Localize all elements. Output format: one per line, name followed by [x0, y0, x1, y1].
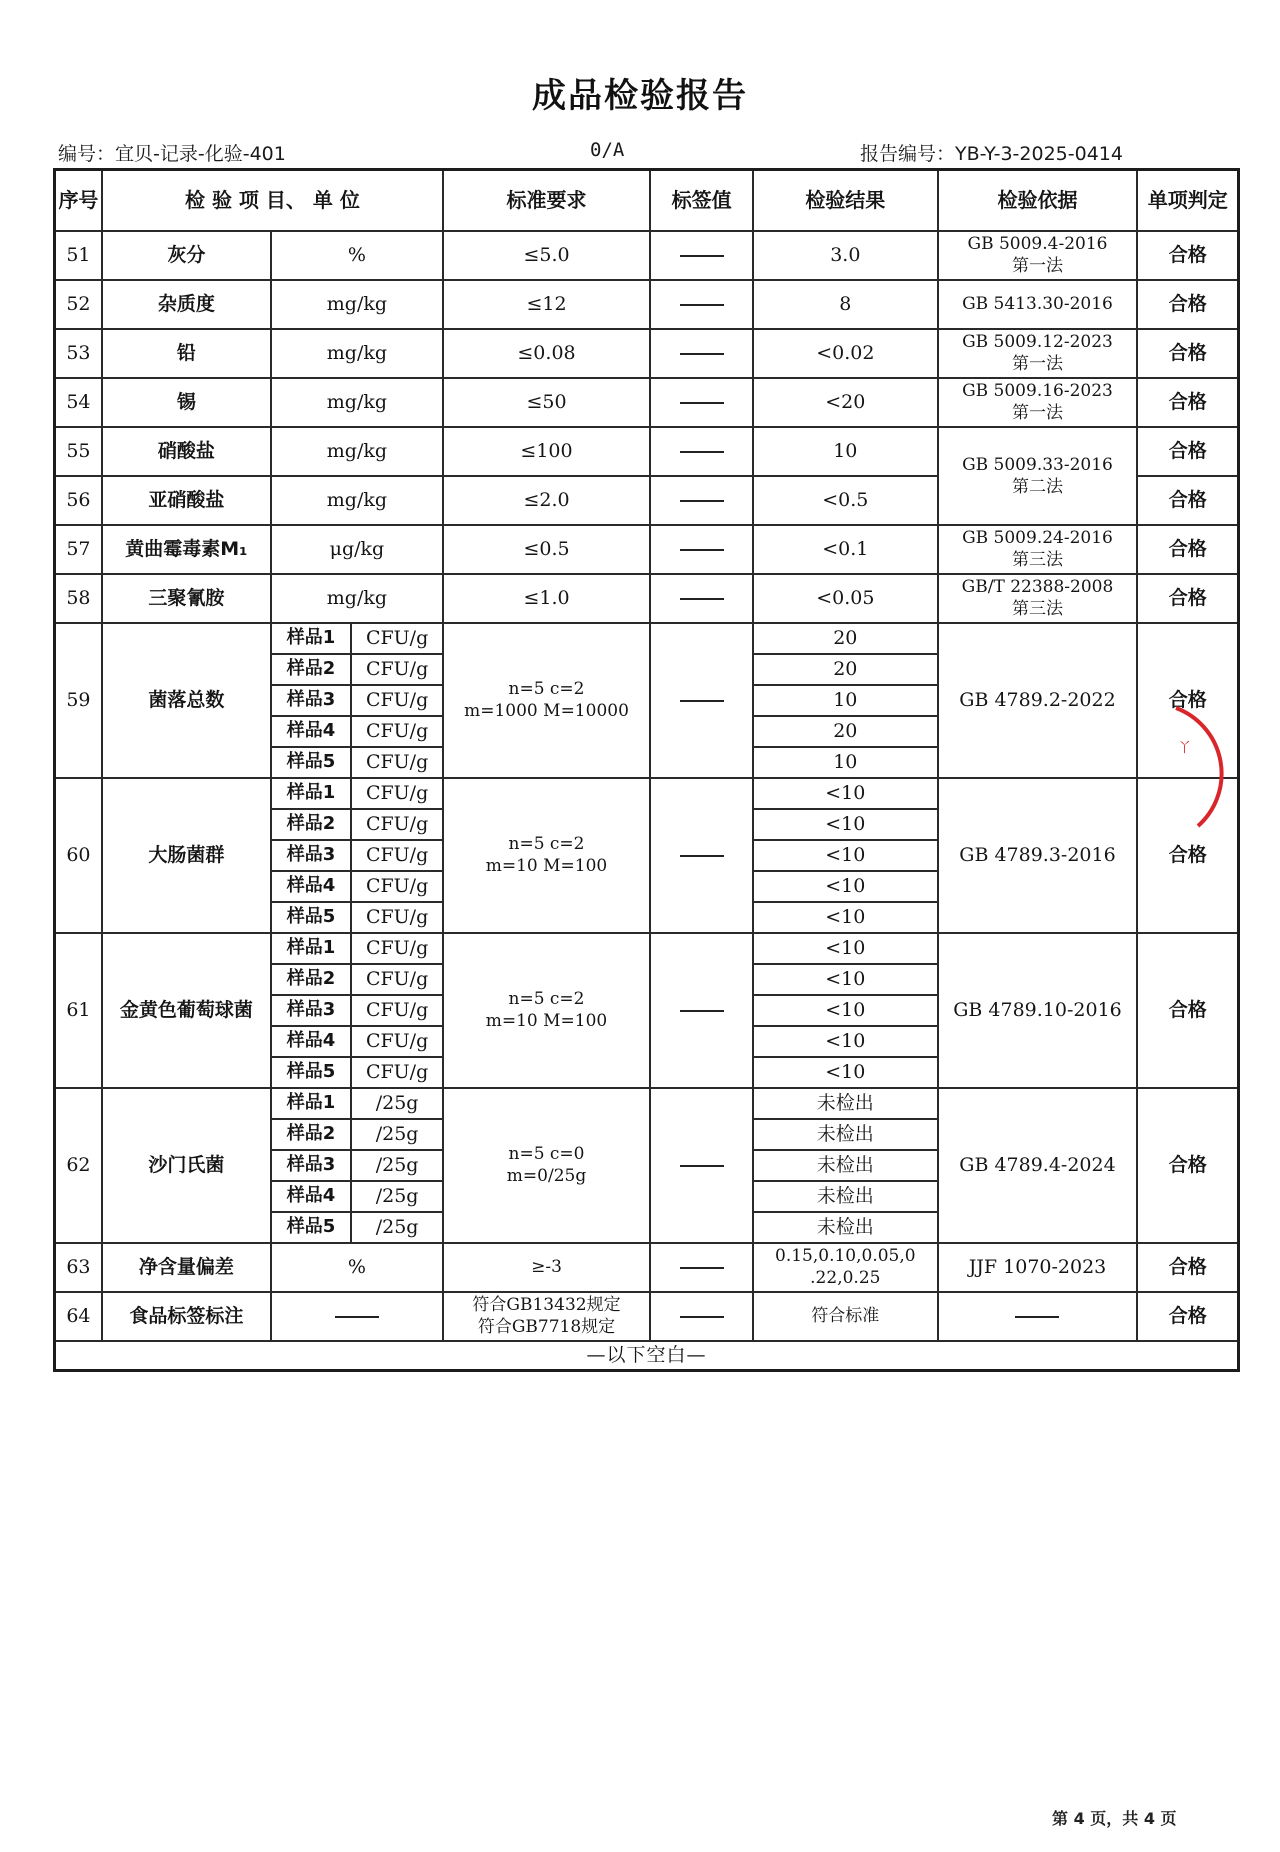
label-value-cell — [650, 525, 753, 574]
sample-label-cell: 样品2 — [271, 964, 351, 995]
seq-cell: 60 — [55, 778, 102, 933]
label-value-cell — [650, 476, 753, 525]
sample-result-cell: <10 — [753, 840, 937, 871]
page-title: 成品检验报告 — [532, 76, 748, 116]
inspection-table — [53, 168, 1240, 1372]
seq-cell: 51 — [55, 231, 102, 280]
sample-unit-cell: CFU/g — [351, 840, 443, 871]
table-body — [55, 170, 1239, 1371]
judgement-cell: 合格 — [1137, 476, 1238, 525]
sample-result-cell: <10 — [753, 995, 937, 1026]
seq-cell: 53 — [55, 329, 102, 378]
sample-unit-cell: /25g — [351, 1150, 443, 1181]
header-basis: 检验依据 — [938, 170, 1138, 231]
table-row — [55, 427, 1239, 476]
dash-placeholder — [335, 1316, 379, 1318]
standard-cell: ≤0.08 — [443, 329, 650, 378]
sample-result-cell: <10 — [753, 902, 937, 933]
basis-cell: JJF 1070-2023 — [938, 1243, 1138, 1292]
seq-cell: 55 — [55, 427, 102, 476]
sample-unit-cell: /25g — [351, 1119, 443, 1150]
sample-row — [55, 933, 1239, 964]
sample-row — [55, 778, 1239, 809]
dash-placeholder — [680, 451, 724, 453]
item-name-cell: 锡 — [102, 378, 271, 427]
sample-label-cell: 样品1 — [271, 778, 351, 809]
header-item-unit: 检 验 项 目、 单 位 — [102, 170, 443, 231]
result-cell: <20 — [753, 378, 937, 427]
standard-cell: n=5 c=2 m=1000 M=10000 — [443, 623, 650, 778]
label-value-cell — [650, 231, 753, 280]
item-name-cell: 金黄色葡萄球菌 — [102, 933, 271, 1088]
blank-below-note: —以下空白— — [55, 1341, 1239, 1371]
basis-cell: GB/T 22388-2008 第三法 — [938, 574, 1138, 623]
sample-result-cell: 10 — [753, 747, 937, 778]
seq-cell: 61 — [55, 933, 102, 1088]
header-seq: 序号 — [55, 170, 102, 231]
seq-cell: 57 — [55, 525, 102, 574]
table-row — [55, 280, 1239, 329]
standard-cell: ≤50 — [443, 378, 650, 427]
header-standard: 标准要求 — [443, 170, 650, 231]
result-cell: 3.0 — [753, 231, 937, 280]
sample-result-cell: 未检出 — [753, 1150, 937, 1181]
label-value-cell — [650, 574, 753, 623]
unit-cell: mg/kg — [271, 329, 443, 378]
basis-cell — [938, 1292, 1138, 1341]
judgement-cell: 合格 — [1137, 231, 1238, 280]
seal-stamp-mark — [1168, 700, 1258, 835]
sample-result-cell: <10 — [753, 809, 937, 840]
result-cell: <0.05 — [753, 574, 937, 623]
sample-row — [55, 623, 1239, 654]
page-number: 第 4 页，共 4 页 — [1052, 1809, 1177, 1828]
sample-label-cell: 样品1 — [271, 623, 351, 654]
item-name-cell: 大肠菌群 — [102, 778, 271, 933]
header-label-value: 标签值 — [650, 170, 753, 231]
dash-placeholder — [680, 402, 724, 404]
record-number: 编号：宜贝-记录-化验-401 — [58, 143, 286, 165]
label-value-cell — [650, 1243, 753, 1292]
table-row — [55, 574, 1239, 623]
item-name-cell: 食品标签标注 — [102, 1292, 271, 1341]
standard-cell: ≤0.5 — [443, 525, 650, 574]
standard-cell: n=5 c=2 m=10 M=100 — [443, 778, 650, 933]
item-name-cell: 黄曲霉毒素M₁ — [102, 525, 271, 574]
sample-label-cell: 样品5 — [271, 1212, 351, 1243]
standard-cell: ≤2.0 — [443, 476, 650, 525]
judgement-cell: 合格 — [1137, 427, 1238, 476]
sample-unit-cell: CFU/g — [351, 902, 443, 933]
sample-unit-cell: /25g — [351, 1212, 443, 1243]
result-cell: <0.02 — [753, 329, 937, 378]
standard-cell: n=5 c=2 m=10 M=100 — [443, 933, 650, 1088]
sample-result-cell: <10 — [753, 1026, 937, 1057]
sample-result-cell: <10 — [753, 1057, 937, 1088]
sample-result-cell: 未检出 — [753, 1088, 937, 1119]
judgement-cell: 合格 — [1137, 280, 1238, 329]
sample-label-cell: 样品2 — [271, 1119, 351, 1150]
basis-cell: GB 5009.4-2016 第一法 — [938, 231, 1138, 280]
standard-cell: ≤100 — [443, 427, 650, 476]
unit-cell: μg/kg — [271, 525, 443, 574]
seq-cell: 62 — [55, 1088, 102, 1243]
result-cell: 10 — [753, 427, 937, 476]
svg-text:丫: 丫 — [1178, 741, 1192, 756]
sample-result-cell: 未检出 — [753, 1212, 937, 1243]
dash-placeholder — [680, 304, 724, 306]
sample-label-cell: 样品4 — [271, 716, 351, 747]
sample-unit-cell: CFU/g — [351, 716, 443, 747]
dash-placeholder — [1015, 1316, 1059, 1318]
result-cell: 符合标准 — [753, 1292, 937, 1341]
result-cell: <0.5 — [753, 476, 937, 525]
basis-cell: GB 4789.10-2016 — [938, 933, 1138, 1088]
sample-unit-cell: CFU/g — [351, 623, 443, 654]
judgement-cell: 合格 — [1137, 1088, 1238, 1243]
sample-label-cell: 样品3 — [271, 685, 351, 716]
unit-cell: % — [271, 1243, 443, 1292]
seq-cell: 64 — [55, 1292, 102, 1341]
basis-cell: GB 5413.30-2016 — [938, 280, 1138, 329]
basis-cell: GB 5009.12-2023 第一法 — [938, 329, 1138, 378]
sample-unit-cell: CFU/g — [351, 685, 443, 716]
label-value-cell — [650, 280, 753, 329]
label-value-cell — [650, 778, 753, 933]
sample-label-cell: 样品2 — [271, 809, 351, 840]
sample-row — [55, 1088, 1239, 1119]
sample-unit-cell: CFU/g — [351, 1057, 443, 1088]
sample-result-cell: 未检出 — [753, 1181, 937, 1212]
basis-cell: GB 4789.4-2024 — [938, 1088, 1138, 1243]
seq-cell: 58 — [55, 574, 102, 623]
label-value-cell — [650, 329, 753, 378]
header-row — [55, 170, 1239, 231]
unit-cell: mg/kg — [271, 378, 443, 427]
sample-result-cell: 20 — [753, 716, 937, 747]
sample-label-cell: 样品1 — [271, 933, 351, 964]
table-row — [55, 1243, 1239, 1292]
item-name-cell: 亚硝酸盐 — [102, 476, 271, 525]
sample-unit-cell: CFU/g — [351, 747, 443, 778]
sample-unit-cell: CFU/g — [351, 654, 443, 685]
seq-cell: 63 — [55, 1243, 102, 1292]
sample-label-cell: 样品5 — [271, 747, 351, 778]
unit-cell — [271, 1292, 443, 1341]
basis-cell: GB 5009.33-2016 第二法 — [938, 427, 1138, 525]
sample-result-cell: 10 — [753, 685, 937, 716]
label-value-cell — [650, 1292, 753, 1341]
sample-label-cell: 样品3 — [271, 1150, 351, 1181]
dash-placeholder — [680, 500, 724, 502]
seq-cell: 59 — [55, 623, 102, 778]
label-value-cell — [650, 427, 753, 476]
standard-cell: n=5 c=0 m=0/25g — [443, 1088, 650, 1243]
header-result: 检验结果 — [753, 170, 937, 231]
sample-unit-cell: CFU/g — [351, 995, 443, 1026]
judgement-cell: 合格 — [1137, 778, 1238, 933]
item-name-cell: 灰分 — [102, 231, 271, 280]
sample-label-cell: 样品3 — [271, 995, 351, 1026]
sample-unit-cell: CFU/g — [351, 933, 443, 964]
standard-cell: ≥-3 — [443, 1243, 650, 1292]
seq-cell: 54 — [55, 378, 102, 427]
dash-placeholder — [680, 598, 724, 600]
sample-unit-cell: CFU/g — [351, 1026, 443, 1057]
basis-cell: GB 5009.16-2023 第一法 — [938, 378, 1138, 427]
judgement-cell: 合格 — [1137, 623, 1238, 778]
judgement-cell: 合格 — [1137, 378, 1238, 427]
result-cell: <0.1 — [753, 525, 937, 574]
sample-unit-cell: CFU/g — [351, 778, 443, 809]
standard-cell: ≤5.0 — [443, 231, 650, 280]
label-value-cell — [650, 933, 753, 1088]
judgement-cell: 合格 — [1137, 1243, 1238, 1292]
sample-label-cell: 样品4 — [271, 1181, 351, 1212]
result-cell: 8 — [753, 280, 937, 329]
item-name-cell: 杂质度 — [102, 280, 271, 329]
unit-cell: mg/kg — [271, 476, 443, 525]
judgement-cell: 合格 — [1137, 329, 1238, 378]
sample-result-cell: 20 — [753, 654, 937, 685]
unit-cell: mg/kg — [271, 427, 443, 476]
item-name-cell: 铅 — [102, 329, 271, 378]
label-value-cell — [650, 1088, 753, 1243]
basis-cell: GB 4789.2-2022 — [938, 623, 1138, 778]
sample-label-cell: 样品4 — [271, 1026, 351, 1057]
footer-row — [55, 1341, 1239, 1371]
item-name-cell: 净含量偏差 — [102, 1243, 271, 1292]
standard-cell: ≤1.0 — [443, 574, 650, 623]
sample-label-cell: 样品1 — [271, 1088, 351, 1119]
unit-cell: mg/kg — [271, 574, 443, 623]
unit-cell: % — [271, 231, 443, 280]
table-row — [55, 378, 1239, 427]
sample-result-cell: <10 — [753, 871, 937, 902]
header-judgement: 单项判定 — [1137, 170, 1238, 231]
sample-result-cell: <10 — [753, 964, 937, 995]
sample-result-cell: <10 — [753, 933, 937, 964]
item-name-cell: 三聚氰胺 — [102, 574, 271, 623]
unit-cell: mg/kg — [271, 280, 443, 329]
sample-unit-cell: CFU/g — [351, 871, 443, 902]
sample-label-cell: 样品3 — [271, 840, 351, 871]
sample-label-cell: 样品4 — [271, 871, 351, 902]
seq-cell: 52 — [55, 280, 102, 329]
table-row — [55, 1292, 1239, 1341]
dash-placeholder — [680, 549, 724, 551]
item-name-cell: 菌落总数 — [102, 623, 271, 778]
judgement-cell: 合格 — [1137, 525, 1238, 574]
judgement-cell: 合格 — [1137, 933, 1238, 1088]
dash-placeholder — [680, 1010, 724, 1012]
sample-result-cell: <10 — [753, 778, 937, 809]
standard-cell: 符合GB13432规定 符合GB7718规定 — [443, 1292, 650, 1341]
sample-result-cell: 未检出 — [753, 1119, 937, 1150]
standard-cell: ≤12 — [443, 280, 650, 329]
result-cell: 0.15,0.10,0.05,0 .22,0.25 — [753, 1243, 937, 1292]
sample-unit-cell: /25g — [351, 1088, 443, 1119]
dash-placeholder — [680, 1165, 724, 1167]
sample-unit-cell: /25g — [351, 1181, 443, 1212]
dash-placeholder — [680, 700, 724, 702]
table-row — [55, 329, 1239, 378]
sample-unit-cell: CFU/g — [351, 964, 443, 995]
table-row — [55, 231, 1239, 280]
basis-cell: GB 5009.24-2016 第三法 — [938, 525, 1138, 574]
seq-cell: 56 — [55, 476, 102, 525]
table-row — [55, 525, 1239, 574]
sample-label-cell: 样品2 — [271, 654, 351, 685]
label-value-cell — [650, 623, 753, 778]
label-value-cell — [650, 378, 753, 427]
sample-label-cell: 样品5 — [271, 902, 351, 933]
sample-unit-cell: CFU/g — [351, 809, 443, 840]
item-name-cell: 沙门氏菌 — [102, 1088, 271, 1243]
basis-cell: GB 4789.3-2016 — [938, 778, 1138, 933]
judgement-cell: 合格 — [1137, 574, 1238, 623]
dash-placeholder — [680, 855, 724, 857]
sample-result-cell: 20 — [753, 623, 937, 654]
dash-placeholder — [680, 1267, 724, 1269]
dash-placeholder — [680, 353, 724, 355]
dash-placeholder — [680, 255, 724, 257]
item-name-cell: 硝酸盐 — [102, 427, 271, 476]
revision-code: 0/A — [590, 139, 625, 161]
dash-placeholder — [680, 1316, 724, 1318]
judgement-cell: 合格 — [1137, 1292, 1238, 1341]
report-number: 报告编号：YB-Y-3-2025-0414 — [860, 143, 1123, 165]
sample-label-cell: 样品5 — [271, 1057, 351, 1088]
